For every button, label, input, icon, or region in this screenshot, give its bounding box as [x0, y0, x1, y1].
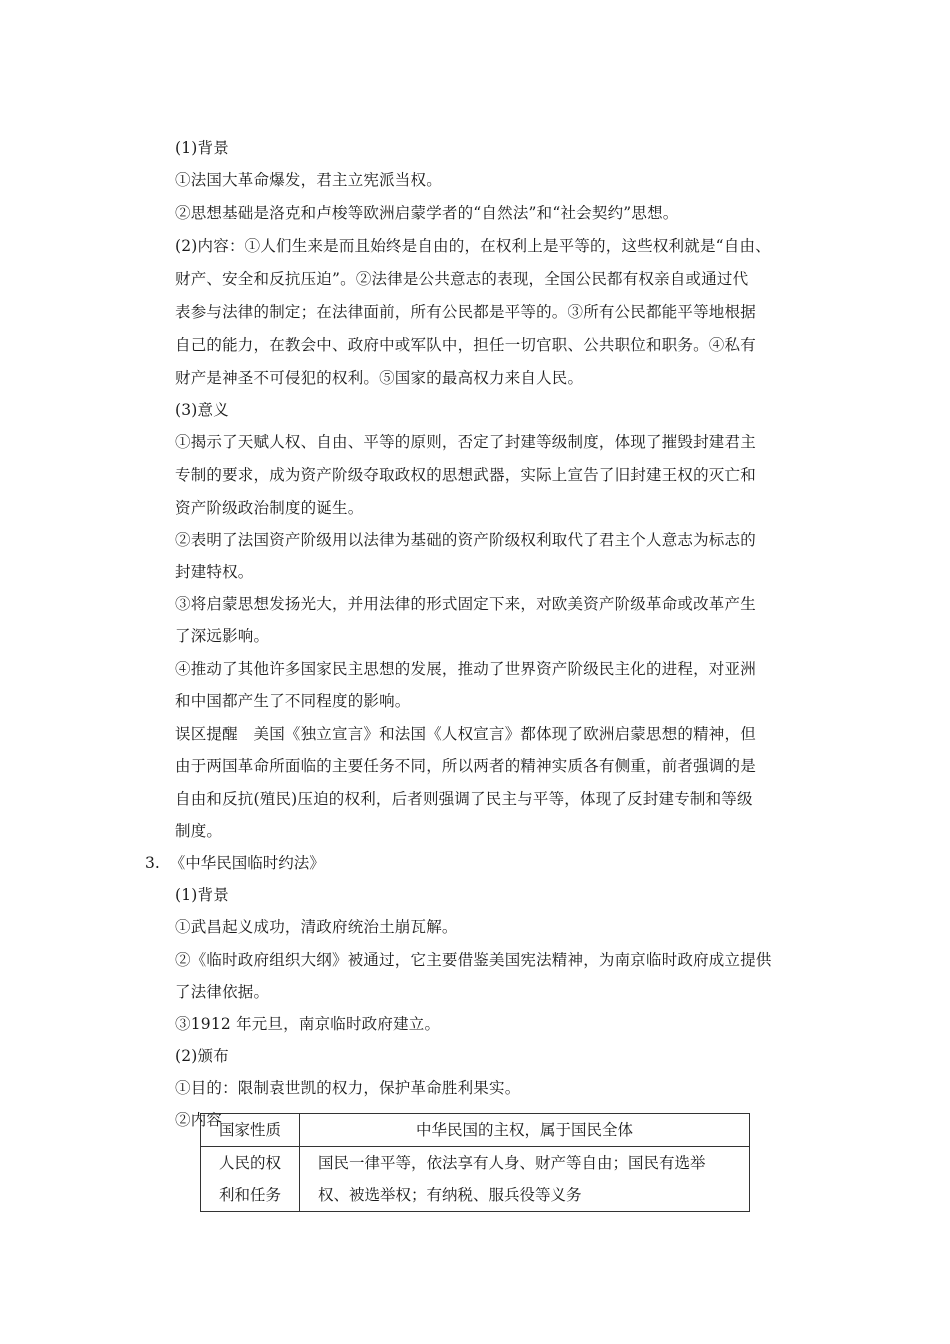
misconception-note-line: 自由和反抗(殖民)压迫的权利，后者则强调了民主与平等，体现了反封建专制和等级	[175, 790, 753, 808]
subheading-promulgation: (2)颁布	[175, 1047, 229, 1065]
paragraph-line: ②《临时政府组织大纲》被通过，它主要借鉴美国宪法精神，为南京临时政府成立提供	[175, 951, 772, 969]
paragraph-line: 封建特权。	[175, 563, 254, 581]
section-number: 3.	[145, 854, 160, 872]
paragraph-line: ④推动了其他许多国家民主思想的发展，推动了世界资产阶级民主化的进程，对亚洲	[175, 660, 756, 678]
subheading-background: (1)背景	[175, 886, 229, 904]
paragraph-line: 了法律依据。	[175, 983, 270, 1001]
paragraph-line: ①揭示了天赋人权、自由、平等的原则，否定了封建等级制度，体现了摧毁封建君主	[175, 433, 756, 451]
paragraph-line: 自己的能力，在教会中、政府中或军队中，担任一切官职、公共职位和职务。④私有	[175, 336, 756, 354]
table-cell-label: 国家性质	[201, 1114, 300, 1147]
misconception-note-line: 制度。	[175, 822, 223, 840]
subheading-background: (1)背景	[175, 139, 229, 157]
paragraph-line: 和中国都产生了不同程度的影响。	[175, 692, 411, 710]
label-line: 人民的权	[218, 1154, 281, 1172]
constitution-content-table	[200, 1113, 750, 1212]
table-row	[201, 1147, 750, 1212]
table-cell-value: 中华民国的主权，属于国民全体	[300, 1114, 750, 1147]
paragraph-line: 财产是神圣不可侵犯的权利。⑤国家的最高权力来自人民。	[175, 369, 584, 387]
paragraph-line: ②表明了法国资产阶级用以法律为基础的资产阶级权利取代了君主个人意志为标志的	[175, 531, 756, 549]
paragraph-line: ①目的：限制袁世凯的权力，保护革命胜利果实。	[175, 1079, 521, 1097]
paragraph-line: 专制的要求，成为资产阶级夺取政权的思想武器，实际上宣告了旧封建王权的灭亡和	[175, 466, 756, 484]
paragraph-line: (2)内容：①人们生来是而且始终是自由的，在权利上是平等的，这些权利就是“自由、	[175, 237, 771, 255]
section-title: 《中华民国临时约法》	[169, 854, 325, 872]
paragraph-line: ③1912 年元旦，南京临时政府建立。	[175, 1015, 441, 1033]
value-line: 权、被选举权；有纳税、服兵役等义务	[318, 1186, 582, 1204]
table-row	[201, 1114, 750, 1147]
misconception-note-line: 误区提醒 美国《独立宣言》和法国《人权宣言》都体现了欧洲启蒙思想的精神，但	[175, 725, 756, 743]
paragraph-line: ①法国大革命爆发，君主立宪派当权。	[175, 171, 442, 189]
paragraph-line: 资产阶级政治制度的诞生。	[175, 499, 364, 517]
label-line: 利和任务	[218, 1186, 281, 1204]
paragraph-line: 财产、安全和反抗压迫”。②法律是公共意志的表现，全国公民都有权亲自或通过代	[175, 270, 749, 288]
paragraph-line: ②思想基础是洛克和卢梭等欧洲启蒙学者的“自然法”和“社会契约”思想。	[175, 204, 679, 222]
misconception-note-line: 由于两国革命所面临的主要任务不同，所以两者的精神实质各有侧重，前者强调的是	[175, 757, 756, 775]
value-line: 国民一律平等，依法享有人身、财产等自由；国民有选举	[318, 1154, 706, 1172]
table-cell-value	[300, 1147, 750, 1212]
paragraph-line: 表参与法律的制定；在法律面前，所有公民都是平等的。③所有公民都能平等地根据	[175, 303, 756, 321]
paragraph-line: ①武昌起义成功，清政府统治土崩瓦解。	[175, 918, 458, 936]
section-heading	[145, 853, 325, 873]
paragraph-line: ③将启蒙思想发扬光大，并用法律的形式固定下来，对欧美资产阶级革命或改革产生	[175, 595, 756, 613]
paragraph-line: 了深远影响。	[175, 627, 270, 645]
table-cell-label	[201, 1147, 300, 1212]
subheading-significance: (3)意义	[175, 401, 229, 419]
subheading-content: ②内容	[175, 1110, 226, 1130]
